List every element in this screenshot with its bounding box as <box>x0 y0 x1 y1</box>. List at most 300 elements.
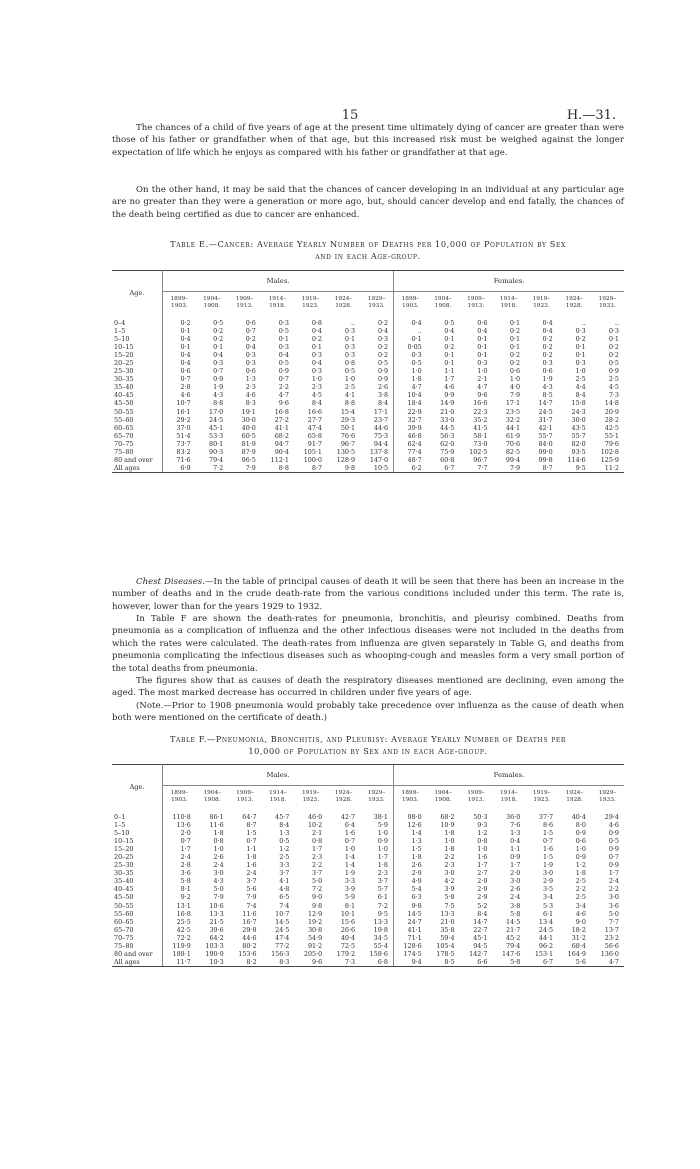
female-rate-cell: 4·6 <box>608 821 619 830</box>
male-rate-cell: 2·4 <box>180 853 191 862</box>
male-rate-cell: 2·2 <box>278 383 289 392</box>
male-year-header: 1919–1923. <box>294 292 327 315</box>
male-year-header: 1899–1903. <box>163 786 196 809</box>
table-row <box>112 853 624 861</box>
female-rate-cell: 1·4 <box>393 829 426 837</box>
male-rate-cell: 190·9 <box>205 949 224 958</box>
female-rate-cell: 36·0 <box>506 813 521 821</box>
male-rate-cell: 1·4 <box>344 853 356 862</box>
female-rate-cell: 99·8 <box>538 455 553 464</box>
female-rate-cell: 2·9 <box>477 877 488 886</box>
male-rate-cell: 0·3 <box>377 335 389 344</box>
female-rate-cell: 5·4 <box>393 885 426 893</box>
female-rate-cell: 1·0 <box>509 375 521 384</box>
male-rate-cell: 3·7 <box>246 877 257 886</box>
male-rate-cell: 8·8 <box>261 464 294 473</box>
female-rate-cell: 99·0 <box>538 447 553 456</box>
male-rate-cell: 21·5 <box>209 917 224 926</box>
age-group-cell: 60–65 <box>112 424 163 432</box>
female-rate-cell: 68·2 <box>440 813 455 821</box>
male-rate-cell: 1·0 <box>377 845 388 854</box>
male-year-header: 1914–1918. <box>262 786 295 809</box>
female-rate-cell: 42·1 <box>538 423 553 432</box>
table-row <box>112 327 624 335</box>
male-rate-cell: 8·3 <box>262 958 295 967</box>
table-row <box>112 821 624 829</box>
female-rate-cell: 0·9 <box>575 829 586 838</box>
table-row <box>112 367 624 375</box>
male-rate-cell: 0·3 <box>213 359 224 368</box>
female-rate-cell: 24·5 <box>538 407 553 416</box>
male-rate-cell: 75·3 <box>373 431 389 440</box>
female-rate-cell: 32·2 <box>505 415 521 424</box>
female-rate-cell: 16·6 <box>473 399 488 408</box>
male-rate-cell: 1·1 <box>246 845 257 854</box>
age-header: Age. <box>112 271 163 315</box>
female-rate-cell: 7·6 <box>510 821 521 830</box>
male-rate-cell: 128·9 <box>336 455 356 464</box>
table-row <box>112 359 624 367</box>
female-rate-cell: 7·7 <box>608 917 619 926</box>
age-group-cell: All ages <box>112 464 163 473</box>
male-rate-cell: 188·1 <box>172 949 191 958</box>
female-rate-cell: 8·4 <box>575 391 586 400</box>
table-row <box>112 448 624 456</box>
female-rate-cell: 40·4 <box>571 813 586 821</box>
age-group-cell: 75–80 <box>112 942 163 950</box>
female-rate-cell: 13·4 <box>538 917 554 926</box>
table-f-caption <box>112 733 624 757</box>
female-rate-cell: 1·0 <box>575 845 586 854</box>
male-year-header: 1929–1933. <box>360 292 394 315</box>
male-rate-cell: 87·9 <box>241 447 256 456</box>
male-rate-cell: 42·5 <box>176 925 191 934</box>
male-rate-cell: 94·4 <box>373 439 389 448</box>
male-rate-cell: 0·8 <box>312 837 323 846</box>
female-rate-cell: 0·9 <box>608 367 619 376</box>
male-rate-cell: 4·6 <box>180 391 191 400</box>
age-group-cell: 45–50 <box>112 399 163 407</box>
female-rate-cell: 71·1 <box>393 934 426 942</box>
female-rate-cell: 45·1 <box>473 933 488 942</box>
female-rate-cell: 7·5 <box>444 901 455 910</box>
table-row <box>112 375 624 383</box>
female-rate-cell: 39·9 <box>394 424 427 432</box>
female-rate-cell: 20·9 <box>604 407 619 416</box>
female-rate-cell: 5·6 <box>558 958 591 967</box>
male-rate-cell: 0·5 <box>377 359 389 368</box>
male-rate-cell: 110·8 <box>172 813 191 821</box>
female-rate-cell: 96·2 <box>538 941 554 950</box>
female-rate-cell: 164·9 <box>567 949 586 958</box>
male-rate-cell: 1·3 <box>245 375 256 384</box>
female-rate-cell: 14·5 <box>393 910 426 918</box>
male-rate-cell: 29·3 <box>340 415 356 424</box>
male-rate-cell: 1·8 <box>377 861 388 870</box>
female-rate-cell: 77·4 <box>394 448 427 456</box>
male-rate-cell: 2·3 <box>377 869 388 878</box>
male-rate-cell: 0·2 <box>213 335 224 344</box>
male-rate-cell: 17·0 <box>209 407 224 416</box>
male-rate-cell: 13·1 <box>176 901 191 910</box>
male-rate-cell: 0·7 <box>278 375 289 384</box>
male-rate-cell: 8·7 <box>246 821 257 830</box>
male-rate-cell: 1·7 <box>312 845 323 854</box>
table-row <box>112 918 624 926</box>
female-rate-cell: 0·8 <box>477 837 488 846</box>
male-rate-cell: 3·0 <box>213 869 224 878</box>
male-rate-cell: 14·5 <box>275 917 290 926</box>
female-rate-cell: 3·0 <box>510 877 521 886</box>
male-rate-cell: 0·9 <box>377 367 389 376</box>
female-rate-cell: 3·5 <box>542 885 554 894</box>
male-rate-cell: 7·2 <box>196 464 229 473</box>
female-rate-cell: 1·0 <box>444 837 455 846</box>
table-e-body <box>112 314 624 472</box>
female-rate-cell: 17·1 <box>505 399 521 408</box>
table-row <box>112 456 624 464</box>
female-rate-cell: 13·7 <box>604 925 619 934</box>
age-group-cell: 55–60 <box>112 416 163 424</box>
female-rate-cell: 30·0 <box>571 415 586 424</box>
male-rate-cell: 1·0 <box>213 845 224 854</box>
table-row <box>112 440 624 448</box>
male-rate-cell: 8·2 <box>229 958 262 967</box>
male-rate-cell: 130·5 <box>336 447 356 456</box>
male-rate-cell: 9·6 <box>294 958 327 967</box>
female-rate-cell: 6·3 <box>393 893 426 901</box>
female-rate-cell: 18·2 <box>571 925 586 934</box>
age-group-cell: 5–10 <box>112 335 163 343</box>
female-rate-cell: 15·8 <box>571 399 586 408</box>
female-rate-cell: 0·1 <box>509 319 521 327</box>
male-rate-cell: 1·2 <box>279 845 290 854</box>
male-rate-cell: 2·3 <box>245 383 256 392</box>
females-header: Females. <box>393 765 624 786</box>
female-rate-cell: 0·7 <box>542 837 554 846</box>
male-rate-cell: 0·4 <box>180 359 191 368</box>
female-rate-cell: 1·8 <box>393 853 426 861</box>
female-rate-cell: 0·1 <box>575 343 586 352</box>
male-rate-cell: 0·6 <box>180 367 191 376</box>
male-rate-cell: 8·1 <box>180 885 191 894</box>
female-rate-cell: 4·9 <box>393 877 426 885</box>
female-rate-cell: 3·8 <box>510 901 521 910</box>
female-rate-cell: 13·3 <box>440 909 455 918</box>
male-rate-cell: 8·8 <box>213 399 224 408</box>
male-rate-cell: 40·0 <box>241 423 256 432</box>
male-rate-cell: 2·4 <box>213 861 224 870</box>
male-rate-cell: 0·7 <box>180 375 191 384</box>
male-rate-cell: 10·1 <box>340 909 356 918</box>
male-rate-cell: 2·8 <box>180 861 191 870</box>
male-rate-cell: 39·6 <box>209 925 224 934</box>
table-row <box>112 408 624 416</box>
male-rate-cell: 1·5 <box>246 829 257 838</box>
female-rate-cell: 4·2 <box>444 877 455 886</box>
table-row <box>112 432 624 440</box>
female-rate-cell: 0·1 <box>477 343 488 352</box>
female-rate-cell: 58·1 <box>473 431 488 440</box>
female-rate-cell: 37·7 <box>538 813 554 821</box>
male-rate-cell: 44·6 <box>242 933 257 942</box>
male-rate-cell: 0·4 <box>213 351 224 360</box>
male-rate-cell: 42·7 <box>340 813 356 821</box>
male-rate-cell: 0·3 <box>278 343 289 352</box>
male-rate-cell: 11·7 <box>163 958 196 967</box>
female-rate-cell: 9·6 <box>477 391 488 400</box>
male-rate-cell: 16·8 <box>274 407 289 416</box>
age-group-cell: 65–70 <box>112 926 163 934</box>
male-rate-cell: 7·9 <box>246 893 257 902</box>
male-rate-cell: 5·6 <box>246 885 257 894</box>
female-rate-cell: 2·5 <box>575 375 586 384</box>
table-e-cancer <box>112 270 624 473</box>
female-rate-cell: 22·7 <box>473 925 488 934</box>
age-group-cell: All ages <box>112 958 163 967</box>
age-group-cell: 10–15 <box>112 343 163 351</box>
male-rate-cell: .. <box>350 319 356 327</box>
female-year-header: 1929–1933. <box>591 292 624 315</box>
age-group-cell: 70–75 <box>112 440 163 448</box>
male-rate-cell: 60·5 <box>241 431 256 440</box>
table-row <box>112 942 624 950</box>
table-row <box>112 869 624 877</box>
female-year-header: 1904–1908. <box>427 786 460 809</box>
male-rate-cell: 0·2 <box>245 335 256 344</box>
female-rate-cell: 125·9 <box>600 455 619 464</box>
male-rate-cell: 0·4 <box>245 343 256 352</box>
male-rate-cell: 0·4 <box>377 327 389 336</box>
male-year-header: 1914–1918. <box>261 292 294 315</box>
male-rate-cell: 1·7 <box>377 853 388 862</box>
male-rate-cell: 9·8 <box>312 901 323 910</box>
year-header-row <box>112 292 624 315</box>
age-group-cell: 60–65 <box>112 918 163 926</box>
chest-diseases-text: —In the table of principal causes of death it will be seen that there has been an increase in the number of deaths and in the crude death-rate from the various conditions included under this term. The rate is, however, lower than for the years 1929 to 1932. <box>112 577 624 612</box>
female-rate-cell: 5·8 <box>492 958 525 967</box>
female-rate-cell: 79·4 <box>506 941 521 950</box>
table-row <box>112 416 624 424</box>
male-rate-cell: 1·9 <box>213 383 224 392</box>
female-rate-cell: 6·1 <box>542 909 554 918</box>
table-row <box>112 399 624 407</box>
female-rate-cell: 79·6 <box>604 439 619 448</box>
male-rate-cell: 0·1 <box>213 343 224 352</box>
age-group-cell: 35–40 <box>112 383 163 391</box>
female-rate-cell: 2·9 <box>477 893 488 902</box>
male-rate-cell: 0·4 <box>180 335 191 344</box>
male-rate-cell: 13·6 <box>176 821 191 830</box>
age-group-cell: 65–70 <box>112 432 163 440</box>
female-rate-cell: 9·5 <box>558 464 591 473</box>
female-rate-cell: 99·4 <box>505 455 521 464</box>
female-rate-cell: 0·4 <box>542 319 553 327</box>
male-year-header: 1904–1908. <box>196 292 229 315</box>
female-rate-cell: 1·1 <box>444 367 455 376</box>
female-rate-cell: 4·0 <box>509 383 521 392</box>
male-rate-cell: 13·3 <box>373 917 388 926</box>
female-rate-cell: 1·0 <box>477 845 488 854</box>
male-rate-cell: 30·0 <box>241 415 256 424</box>
male-rate-cell: 0·5 <box>278 327 289 336</box>
male-rate-cell: 156·3 <box>271 949 290 958</box>
male-rate-cell: 10·7 <box>176 399 191 408</box>
female-rate-cell: 8·6 <box>542 821 554 830</box>
table-e-caption-line2: and in each Age-group. <box>315 251 421 261</box>
female-rate-cell: 2·4 <box>510 893 521 902</box>
female-rate-cell: 1·2 <box>477 829 488 838</box>
male-rate-cell: 1·3 <box>279 829 290 838</box>
female-rate-cell: 44·1 <box>505 423 521 432</box>
male-rate-cell: 3·7 <box>377 877 388 886</box>
paragraph-respiratory-decline: The figures show that as causes of death the respiratory diseases mentioned are declining, even among the aged. The most marked decrease has occurred in children under five years of age. <box>112 676 624 699</box>
female-rate-cell: 3·9 <box>444 885 455 894</box>
age-group-cell: 50–55 <box>112 902 163 910</box>
female-rate-cell: 147·6 <box>501 949 521 958</box>
age-group-cell: 40–45 <box>112 391 163 399</box>
age-group-cell: 20–25 <box>112 359 163 367</box>
male-rate-cell: 40·4 <box>340 933 356 942</box>
male-rate-cell: 6·1 <box>377 893 388 902</box>
table-row <box>112 351 624 359</box>
female-rate-cell: 0·4 <box>444 327 455 336</box>
female-rate-cell: 3·4 <box>575 901 586 910</box>
male-rate-cell: 47·4 <box>275 933 290 942</box>
female-rate-cell: 5·3 <box>542 901 554 910</box>
female-rate-cell: 0·6 <box>575 837 586 846</box>
age-group-cell: 30–35 <box>112 869 163 877</box>
male-rate-cell: 119·9 <box>172 941 191 950</box>
male-rate-cell: 0·8 <box>213 837 224 846</box>
female-rate-cell: 0·1 <box>477 335 488 344</box>
male-rate-cell: 0·3 <box>245 351 256 360</box>
table-e-caption <box>112 238 624 262</box>
male-rate-cell: 10·3 <box>196 958 229 967</box>
female-rate-cell: 0·4 <box>542 327 553 336</box>
female-rate-cell: 2·9 <box>393 869 426 877</box>
male-rate-cell: 4·1 <box>344 391 356 400</box>
female-rate-cell: 5·8 <box>510 909 521 918</box>
table-row <box>112 335 624 343</box>
male-year-header: 1924–1928. <box>327 292 360 315</box>
female-rate-cell: 136·0 <box>600 949 619 958</box>
female-rate-cell: 0·1 <box>444 359 455 368</box>
female-rate-cell: 44·1 <box>538 933 554 942</box>
male-rate-cell: 103·3 <box>205 941 224 950</box>
table-row <box>112 910 624 918</box>
female-rate-cell: 0·2 <box>542 335 553 344</box>
female-rate-cell: 0·5 <box>608 837 619 846</box>
female-rate-cell: 0·2 <box>608 343 619 352</box>
page-number: 15 <box>341 108 359 123</box>
male-rate-cell: 3·3 <box>279 861 290 870</box>
female-rate-cell: 18·4 <box>394 399 427 407</box>
female-rate-cell: 93·5 <box>571 447 586 456</box>
female-rate-cell: 0·1 <box>509 335 521 344</box>
male-rate-cell: 7·2 <box>377 901 388 910</box>
male-rate-cell: 2·5 <box>344 383 356 392</box>
male-rate-cell: 0·4 <box>180 351 191 360</box>
male-rate-cell: 55·4 <box>373 941 388 950</box>
female-rate-cell: 2·9 <box>542 877 554 886</box>
male-rate-cell: 19·1 <box>241 407 256 416</box>
male-rate-cell: 13·3 <box>209 909 224 918</box>
female-rate-cell: 0·6 <box>542 367 553 376</box>
male-rate-cell: 5·9 <box>377 821 388 830</box>
table-f-caption-line1: Table F.—Pneumonia, Bronchitis, and Pleurisy: Average Yearly Number of Deaths per <box>169 734 567 744</box>
male-rate-cell: 72·5 <box>340 941 356 950</box>
male-rate-cell: 7·9 <box>228 464 261 473</box>
table-row <box>112 837 624 845</box>
male-rate-cell: 1·0 <box>311 375 322 384</box>
female-rate-cell: 14·8 <box>604 399 619 408</box>
male-rate-cell: 91·2 <box>307 941 323 950</box>
female-rate-cell: 4·6 <box>444 383 455 392</box>
female-rate-cell: 0·1 <box>575 351 586 360</box>
female-rate-cell: 1·6 <box>542 845 554 854</box>
male-rate-cell: 0·6 <box>245 367 256 376</box>
female-rate-cell: 6·2 <box>394 464 427 473</box>
male-rate-cell: 1·0 <box>344 845 356 854</box>
male-rate-cell: 2·0 <box>180 829 191 838</box>
female-rate-cell: 1·8 <box>444 845 455 854</box>
male-rate-cell: 1·0 <box>344 375 356 384</box>
male-rate-cell: 16·8 <box>176 909 191 918</box>
female-rate-cell: 9·9 <box>444 391 455 400</box>
table-row <box>112 845 624 853</box>
age-group-cell: 70–75 <box>112 934 163 942</box>
male-rate-cell: 0·5 <box>344 367 356 376</box>
male-rate-cell: 44·6 <box>373 423 389 432</box>
female-rate-cell: 35·2 <box>473 415 488 424</box>
male-rate-cell: 16·7 <box>242 917 257 926</box>
female-rate-cell: 142·7 <box>469 949 488 958</box>
female-rate-cell: 4·6 <box>575 909 586 918</box>
female-rate-cell: 105·4 <box>436 941 455 950</box>
female-rate-cell: 1·8 <box>444 829 455 838</box>
female-rate-cell: 6·7 <box>525 958 558 967</box>
age-group-cell: 0–4 <box>112 314 163 327</box>
female-rate-cell: 6·7 <box>427 464 460 473</box>
female-rate-cell: 1·7 <box>608 869 619 878</box>
female-rate-cell: 1·0 <box>575 367 586 376</box>
female-rate-cell: 0·2 <box>542 343 553 352</box>
female-rate-cell: 4·3 <box>542 383 553 392</box>
female-rate-cell: 11·2 <box>591 464 624 473</box>
male-rate-cell: 27·7 <box>307 415 322 424</box>
male-rate-cell: 0·6 <box>245 319 256 327</box>
female-rate-cell: 23·2 <box>604 933 619 942</box>
male-rate-cell: 0·5 <box>213 319 224 327</box>
age-group-cell: 1–5 <box>112 821 163 829</box>
male-rate-cell: 7·3 <box>327 958 360 967</box>
female-rate-cell: 1·6 <box>477 853 488 862</box>
female-rate-cell: 50·3 <box>473 813 488 821</box>
male-rate-cell: 0·7 <box>246 837 257 846</box>
female-rate-cell: 75·9 <box>440 447 455 456</box>
female-rate-cell: 2·7 <box>477 869 488 878</box>
table-row <box>112 464 624 473</box>
male-rate-cell: 0·4 <box>311 359 322 368</box>
male-year-header: 1899–1903. <box>163 292 196 315</box>
male-rate-cell: 45·1 <box>209 423 224 432</box>
male-rate-cell: 1·0 <box>377 829 388 838</box>
female-rate-cell: 114·6 <box>567 455 586 464</box>
female-rate-cell: 84·0 <box>538 439 553 448</box>
male-rate-cell: 91·7 <box>307 439 322 448</box>
female-year-header: 1924–1928. <box>558 292 591 315</box>
